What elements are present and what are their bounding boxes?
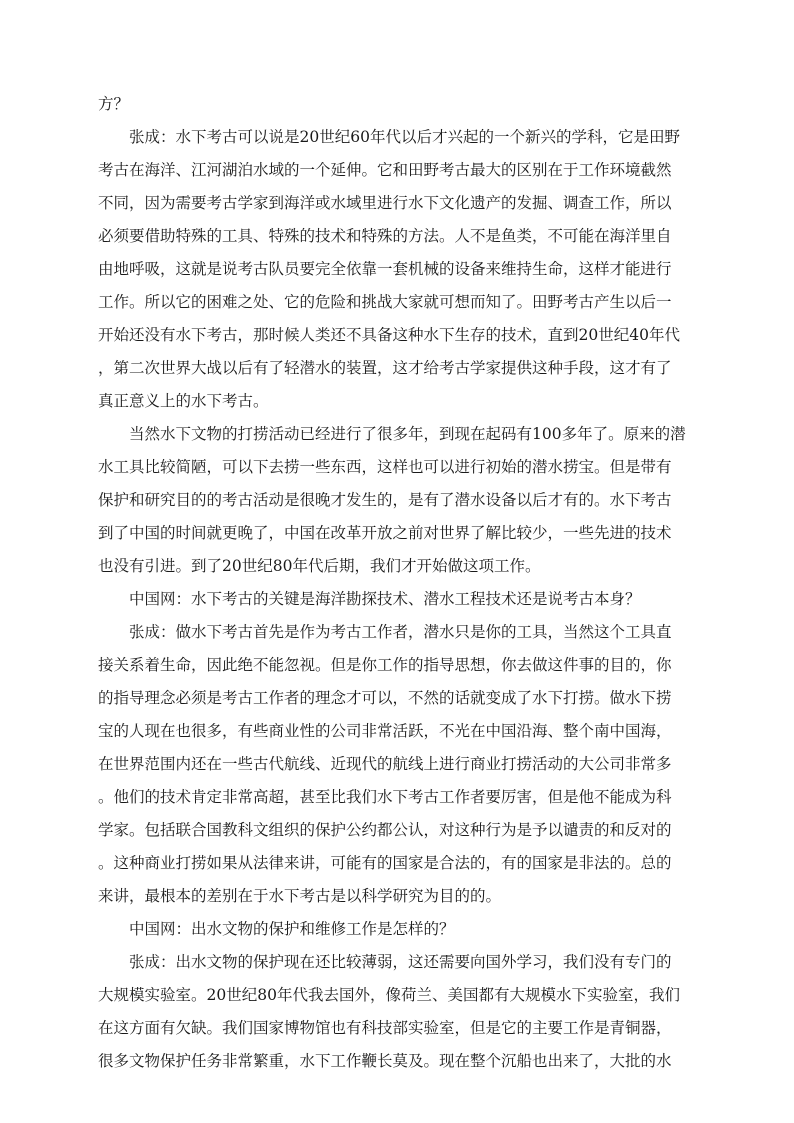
text-line: 学家。包括联合国教科文组织的保护公约都公认，对这种行为是予以谴责的和反对的	[98, 821, 672, 839]
text-line: 大规模实验室。20世纪80年代我去国外，像荷兰、美国都有大规模水下实验室，我们	[98, 986, 680, 1004]
text-line: 考古在海洋、江河湖泊水域的一个延伸。它和田野考古最大的区别在于工作环境截然	[98, 161, 672, 179]
text-line: 在世界范围内还在一些古代航线、近现代的航线上进行商业打捞活动的大公司非常多	[98, 755, 672, 773]
text-line: 来讲，最根本的差别在于水下考古是以科学研究为目的的。	[98, 887, 502, 905]
text-line: 当然水下文物的打捞活动已经进行了很多年，到现在起码有100多年了。原来的潜	[129, 425, 686, 443]
text-line: 方？	[98, 95, 130, 113]
text-line: 必须要借助特殊的工具、特殊的技术和特殊的方法。人不是鱼类，不可能在海洋里自	[98, 227, 672, 245]
text-line: 张成：水下考古可以说是20世纪60年代以后才兴起的一个新兴的学科，它是田野	[129, 128, 680, 146]
text-line: 中国网：水下考古的关键是海洋勘探技术、潜水工程技术还是说考古本身？	[129, 590, 641, 608]
text-line: 的指导理念必须是考古工作者的理念才可以，不然的话就变成了水下打捞。做水下捞	[98, 689, 672, 707]
text-line: 。这种商业打捞如果从法律来讲，可能有的国家是合法的，有的国家是非法的。总的	[98, 854, 672, 872]
text-line: 很多文物保护任务非常繁重，水下工作鞭长莫及。现在整个沉船也出来了，大批的水	[98, 1052, 672, 1070]
text-line: 真正意义上的水下考古。	[98, 392, 269, 410]
text-line: 在这方面有欠缺。我们国家博物馆也有科技部实验室，但是它的主要工作是青铜器，	[98, 1019, 672, 1037]
text-line: 张成：出水文物的保护现在还比较薄弱，这还需要向国外学习，我们没有专门的	[129, 953, 672, 971]
text-line: 由地呼吸，这就是说考古队员要完全依靠一套机械的设备来维持生命，这样才能进行	[98, 260, 672, 278]
text-line: ，第二次世界大战以后有了轻潜水的装置，这才给考古学家提供这种手段，这才有了	[98, 359, 672, 377]
text-line: 保护和研究目的的考古活动是很晚才发生的，是有了潜水设备以后才有的。水下考古	[98, 491, 672, 509]
text-line: 开始还没有水下考古，那时候人类还不具备这种水下生存的技术，直到20世纪40年代	[98, 326, 680, 344]
text-line: 也没有引进。到了20世纪80年代后期，我们才开始做这项工作。	[98, 557, 541, 575]
text-line: 水工具比较简陋，可以下去捞一些东西，这样也可以进行初始的潜水捞宝。但是带有	[98, 458, 672, 476]
text-line: 。他们的技术肯定非常高超，甚至比我们水下考古工作者要厉害，但是他不能成为科	[98, 788, 672, 806]
text-line: 工作。所以它的困难之处、它的危险和挑战大家就可想而知了。田野考古产生以后一	[98, 293, 672, 311]
text-line: 不同，因为需要考古学家到海洋或水域里进行水下文化遗产的发掘、调查工作，所以	[98, 194, 672, 212]
text-line: 接关系着生命，因此绝不能忽视。但是你工作的指导思想，你去做这件事的目的，你	[98, 656, 672, 674]
text-line: 中国网：出水文物的保护和维修工作是怎样的？	[129, 920, 455, 938]
text-line: 到了中国的时间就更晚了，中国在改革开放之前对世界了解比较少，一些先进的技术	[98, 524, 672, 542]
text-line: 宝的人现在也很多，有些商业性的公司非常活跃，不光在中国沿海、整个南中国海，	[98, 722, 672, 740]
text-line: 张成：做水下考古首先是作为考古工作者，潜水只是你的工具，当然这个工具直	[129, 623, 672, 641]
